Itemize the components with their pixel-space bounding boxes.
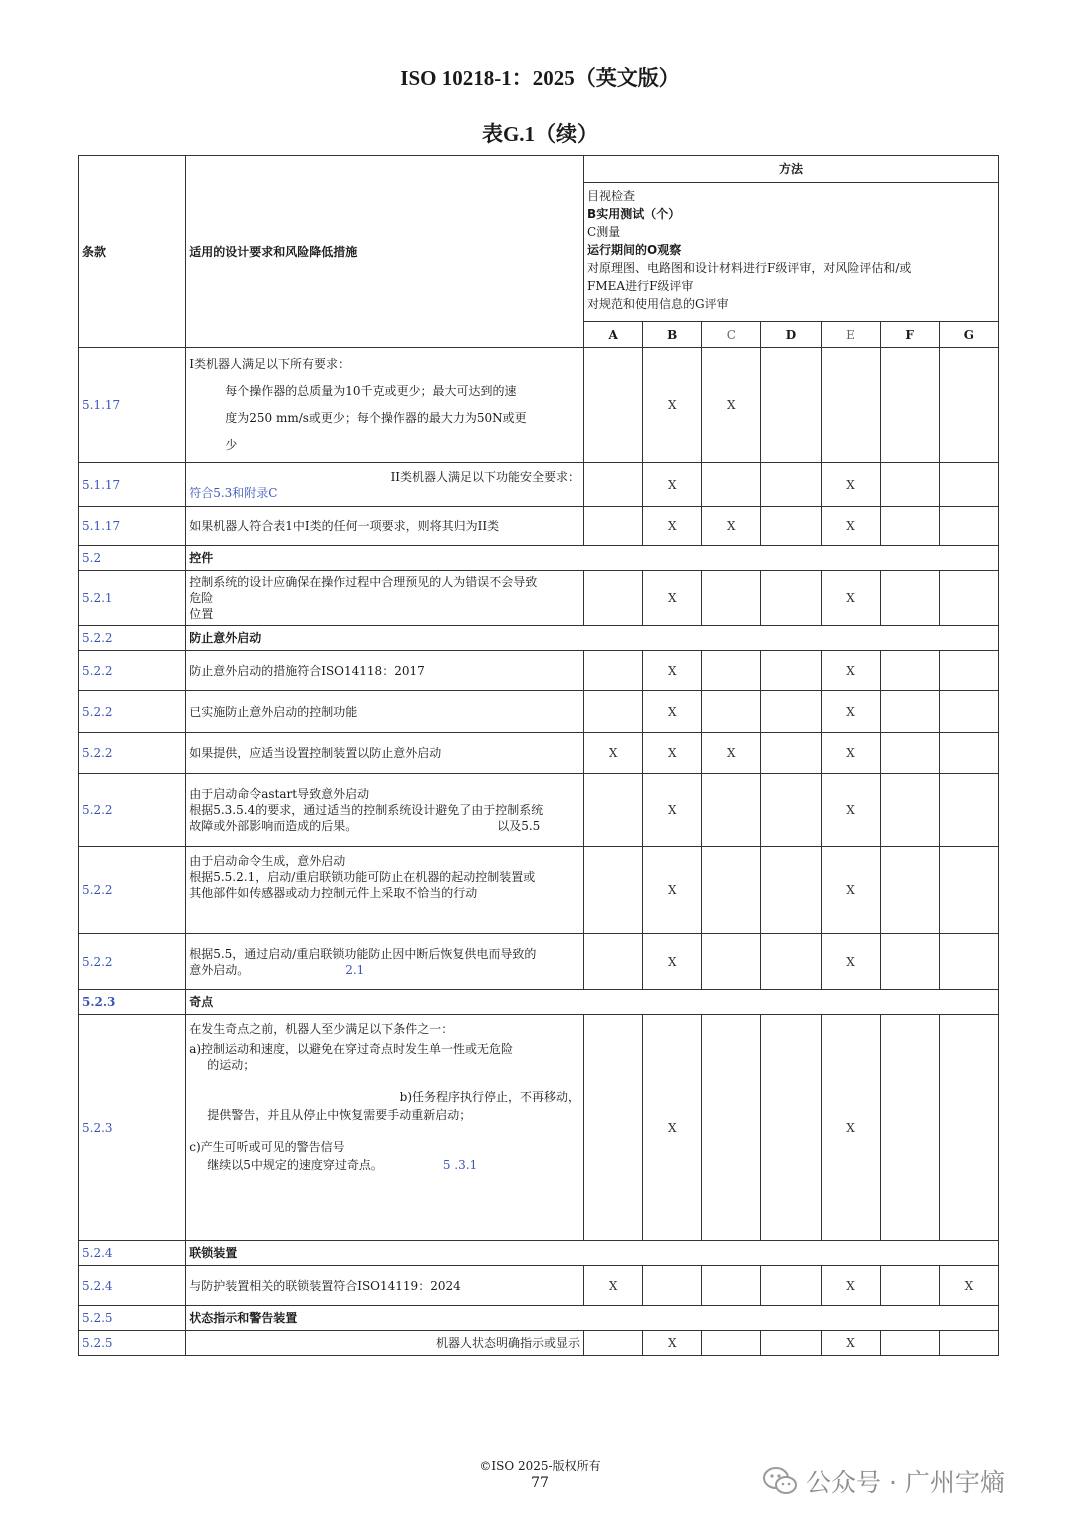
requirement-text	[186, 651, 584, 691]
mark-cell	[584, 1331, 643, 1356]
mark-cell	[761, 571, 821, 626]
mark-cell	[584, 507, 643, 546]
mark-cell	[702, 774, 761, 847]
mark-cell: X	[702, 507, 761, 546]
legend-line: 运行期间的O观察	[587, 243, 682, 257]
mark-cell	[939, 934, 998, 990]
mark-cell: X	[821, 1331, 880, 1356]
mark-cell	[939, 1015, 998, 1241]
clause-number: 5.2.2	[79, 626, 186, 651]
copyright-notice: ©ISO 2025-版权所有	[479, 1459, 601, 1473]
section-row	[79, 1306, 999, 1331]
clause-number: 5.2.3	[79, 1015, 186, 1241]
legend-line: 对原理图、电路图和设计材料进行F级评审，对风险评估和/或	[587, 261, 912, 275]
text-line: 如果机器人符合表1中I类的任何一项要求，则将其归为II类	[189, 519, 500, 533]
mark-cell	[702, 463, 761, 507]
clause-number: 5.2.4	[79, 1266, 186, 1306]
mark-cell	[702, 1266, 761, 1306]
mark-cell: X	[821, 691, 880, 733]
mark-cell	[880, 847, 939, 934]
clause-number: 5.2.2	[79, 691, 186, 733]
mark-cell	[584, 847, 643, 934]
table-row	[79, 1266, 999, 1306]
mark-cell	[761, 934, 821, 990]
mark-cell	[702, 691, 761, 733]
requirement-text	[186, 571, 584, 626]
mark-cell	[821, 348, 880, 463]
text-span: 继续以5中规定的速度穿过奇点。	[207, 1158, 383, 1172]
mark-cell	[702, 847, 761, 934]
mark-cell	[761, 1331, 821, 1356]
mark-cell	[761, 1266, 821, 1306]
text-line: 根据5.3.5.4的要求，通过适当的控制系统设计避免了由于控制系统	[189, 803, 544, 817]
mark-cell	[761, 733, 821, 774]
mark-cell	[939, 463, 998, 507]
mark-cell: X	[643, 934, 702, 990]
text-line: 危险	[189, 591, 214, 605]
watermark-text: 公众号 · 广州宇熵	[806, 1468, 1005, 1497]
clause-number: 5.2.2	[79, 934, 186, 990]
mark-cell	[880, 774, 939, 847]
clause-number: 5.1.17	[79, 348, 186, 463]
table-title: 表G.1（续）	[481, 122, 599, 146]
text-line: 其他部件如传感器或动力控制元件上采取不恰当的行动	[189, 886, 478, 900]
text-span: 5 .3.1	[442, 1158, 478, 1172]
method-letter: E	[821, 322, 880, 348]
requirement-header: 适用的设计要求和风险降低措施	[186, 156, 584, 348]
text-line: 根据5.5，通过启动/重启联锁功能防止因中断后恢复供电而导致的	[189, 946, 537, 961]
mark-cell	[702, 1015, 761, 1241]
mark-cell: X	[643, 651, 702, 691]
mark-cell: X	[643, 774, 702, 847]
mark-cell	[761, 691, 821, 733]
section-title: 防止意外启动	[186, 626, 999, 651]
text-line: c)产生可听或可见的警告信号	[189, 1140, 345, 1154]
mark-cell: X	[821, 733, 880, 774]
clause-number: 5.2.2	[79, 733, 186, 774]
mark-cell: X	[939, 1266, 998, 1306]
requirement-text	[186, 847, 584, 934]
method-letter: B	[643, 322, 702, 348]
mark-cell: X	[643, 733, 702, 774]
text-line: I类机器人满足以下所有要求：	[189, 357, 350, 371]
mark-cell: X	[821, 1266, 880, 1306]
table-row	[79, 733, 999, 774]
mark-cell: X	[584, 1266, 643, 1306]
requirement-text	[186, 934, 584, 990]
mark-cell: X	[643, 348, 702, 463]
mark-cell	[880, 507, 939, 546]
text-line: b)任务程序执行停止，不再移动，	[399, 1090, 581, 1104]
mark-cell: X	[821, 847, 880, 934]
mark-cell: X	[643, 1331, 702, 1356]
mark-cell	[761, 1015, 821, 1241]
mark-cell	[880, 651, 939, 691]
text-line: 在发生奇点之前，机器人至少满足以下条件之一：	[189, 1022, 454, 1036]
text-line: 提供警告，并且从停止中恢复需要手动重新启动；	[207, 1108, 472, 1122]
method-letter: A	[584, 322, 643, 348]
document-title: ISO 10218-1：2025（英文版）	[400, 66, 680, 90]
mark-cell: X	[821, 463, 880, 507]
requirement-text	[186, 463, 584, 507]
mark-cell	[939, 348, 998, 463]
clause-number: 5.2.5	[79, 1331, 186, 1356]
section-title: 联锁装置	[186, 1241, 999, 1266]
mark-cell	[584, 651, 643, 691]
text-line: 位置	[189, 607, 214, 621]
legend-line: 对规范和使用信息的G评审	[587, 297, 729, 311]
mark-cell	[584, 463, 643, 507]
clause-header: 条款	[79, 156, 186, 348]
mark-cell	[702, 1331, 761, 1356]
mark-cell	[939, 1331, 998, 1356]
clause-number: 5.2.2	[79, 774, 186, 847]
mark-cell	[761, 463, 821, 507]
section-row	[79, 626, 999, 651]
text-line: 控制系统的设计应确保在操作过程中合理预见的人为错误不会导致	[189, 575, 538, 589]
table-row	[79, 348, 999, 463]
method-letter: C	[702, 322, 761, 348]
text-line: 机器人状态明确指示或显示	[436, 1336, 581, 1350]
wechat-icon	[762, 1466, 798, 1496]
page-number: 77	[531, 1475, 549, 1491]
clause-number: 5.2.2	[79, 651, 186, 691]
mark-cell	[702, 934, 761, 990]
mark-cell	[761, 507, 821, 546]
mark-cell: X	[643, 507, 702, 546]
mark-cell: X	[643, 463, 702, 507]
section-title: 状态指示和警告装置	[186, 1306, 999, 1331]
table-row	[79, 774, 999, 847]
mark-cell: X	[821, 571, 880, 626]
mark-cell	[584, 571, 643, 626]
text-line: 度为250 mm/s或更少；每个操作器的最大力为50N或更	[225, 411, 527, 425]
mark-cell	[584, 774, 643, 847]
mark-cell	[880, 1015, 939, 1241]
text-line: 由于启动命令生成，意外启动	[189, 854, 346, 868]
legend-line: FMEA进行F级评审	[587, 279, 694, 293]
mark-cell	[761, 847, 821, 934]
legend-line: C测量	[587, 225, 621, 239]
section-title: 控件	[186, 546, 999, 571]
section-row	[79, 546, 999, 571]
requirement-text	[186, 1266, 584, 1306]
table-row	[79, 507, 999, 546]
mark-cell	[939, 651, 998, 691]
mark-cell	[584, 1015, 643, 1241]
mark-cell: X	[821, 934, 880, 990]
table-row	[79, 934, 999, 990]
section-row	[79, 990, 999, 1015]
requirement-text	[186, 1331, 584, 1356]
mark-cell	[939, 847, 998, 934]
table-row	[79, 1015, 999, 1241]
method-letter: G	[939, 322, 998, 348]
mark-cell	[939, 571, 998, 626]
requirement-text	[186, 348, 584, 463]
table-row	[79, 847, 999, 934]
mark-cell	[880, 348, 939, 463]
requirement-text	[186, 507, 584, 546]
mark-cell	[761, 651, 821, 691]
mark-cell	[880, 1266, 939, 1306]
clause-number: 5.1.17	[79, 507, 186, 546]
method-letter: F	[880, 322, 939, 348]
text-span: 故障或外部影响而造成的后果。	[189, 819, 358, 833]
text-line: II类机器人满足以下功能安全要求：	[390, 469, 581, 484]
clause-number: 5.2.3	[79, 990, 186, 1015]
method-letter: D	[761, 322, 821, 348]
requirement-text	[186, 733, 584, 774]
table-row	[79, 1331, 999, 1356]
methods-legend	[584, 183, 999, 322]
mark-cell: X	[643, 847, 702, 934]
mark-cell	[939, 774, 998, 847]
requirement-text	[186, 1015, 584, 1241]
text-line	[189, 1157, 580, 1173]
legend-line: 目视检查	[587, 189, 636, 203]
mark-cell: X	[702, 348, 761, 463]
header-row	[79, 156, 999, 183]
mark-cell	[880, 733, 939, 774]
text-span: 意外启动。	[189, 962, 250, 977]
clause-number: 5.1.17	[79, 463, 186, 507]
text-span: 以及5.5	[497, 819, 541, 833]
text-line: 防止意外启动的措施符合ISO14118：2017	[189, 663, 425, 678]
text-line: 已实施防止意外启动的控制功能	[189, 704, 358, 719]
text-span: 2.1	[345, 962, 365, 977]
mark-cell: X	[821, 1015, 880, 1241]
mark-cell: X	[643, 691, 702, 733]
mark-cell	[761, 348, 821, 463]
mark-cell	[761, 774, 821, 847]
requirement-text	[186, 774, 584, 847]
text-line: 的运动；	[207, 1058, 256, 1072]
text-line: 每个操作器的总质量为10千克或更少；最大可达到的速	[225, 384, 517, 398]
mark-cell: X	[584, 733, 643, 774]
mark-cell	[880, 934, 939, 990]
text-line: 根据5.5.2.1，启动/重启联锁功能可防止在机器的起动控制装置或	[189, 870, 536, 884]
mark-cell: X	[821, 651, 880, 691]
mark-cell	[702, 651, 761, 691]
mark-cell: X	[643, 571, 702, 626]
clause-number: 5.2.5	[79, 1306, 186, 1331]
clause-number: 5.2	[79, 546, 186, 571]
clause-number: 5.2.2	[79, 847, 186, 934]
watermark	[762, 1463, 1005, 1499]
table-row	[79, 571, 999, 626]
mark-cell: X	[821, 774, 880, 847]
mark-cell	[939, 733, 998, 774]
table-row	[79, 463, 999, 507]
mark-cell	[880, 691, 939, 733]
text-line: 如果提供，应适当设置控制装置以防止意外启动	[189, 746, 442, 760]
text-line	[189, 818, 580, 834]
mark-cell	[584, 348, 643, 463]
text-line	[189, 962, 580, 978]
mark-cell	[939, 691, 998, 733]
mark-cell: X	[643, 1015, 702, 1241]
methods-header: 方法	[584, 156, 999, 183]
section-title: 奇点	[186, 990, 999, 1015]
section-row	[79, 1241, 999, 1266]
table-row	[79, 691, 999, 733]
mark-cell	[939, 507, 998, 546]
legend-line: B实用测试（个）	[587, 207, 681, 221]
text-line: 符合5.3和附录C	[189, 485, 278, 500]
mark-cell: X	[821, 507, 880, 546]
mark-cell	[880, 1331, 939, 1356]
mark-cell	[880, 571, 939, 626]
mark-cell	[880, 463, 939, 507]
mark-cell	[643, 1266, 702, 1306]
table-row	[79, 651, 999, 691]
mark-cell	[702, 571, 761, 626]
text-line: 由于启动命令astart导致意外启动	[189, 787, 370, 801]
text-line: a)控制运动和速度，以避免在穿过奇点时发生单一性或无危险	[189, 1042, 514, 1056]
clause-number: 5.2.4	[79, 1241, 186, 1266]
mark-cell	[584, 691, 643, 733]
mark-cell: X	[702, 733, 761, 774]
text-line: 与防护装置相关的联锁装置符合ISO14119：2024	[189, 1278, 461, 1293]
mark-cell	[584, 934, 643, 990]
text-line: 少	[225, 438, 238, 452]
requirement-text	[186, 691, 584, 733]
clause-number: 5.2.1	[79, 571, 186, 626]
requirements-table	[78, 155, 999, 1356]
